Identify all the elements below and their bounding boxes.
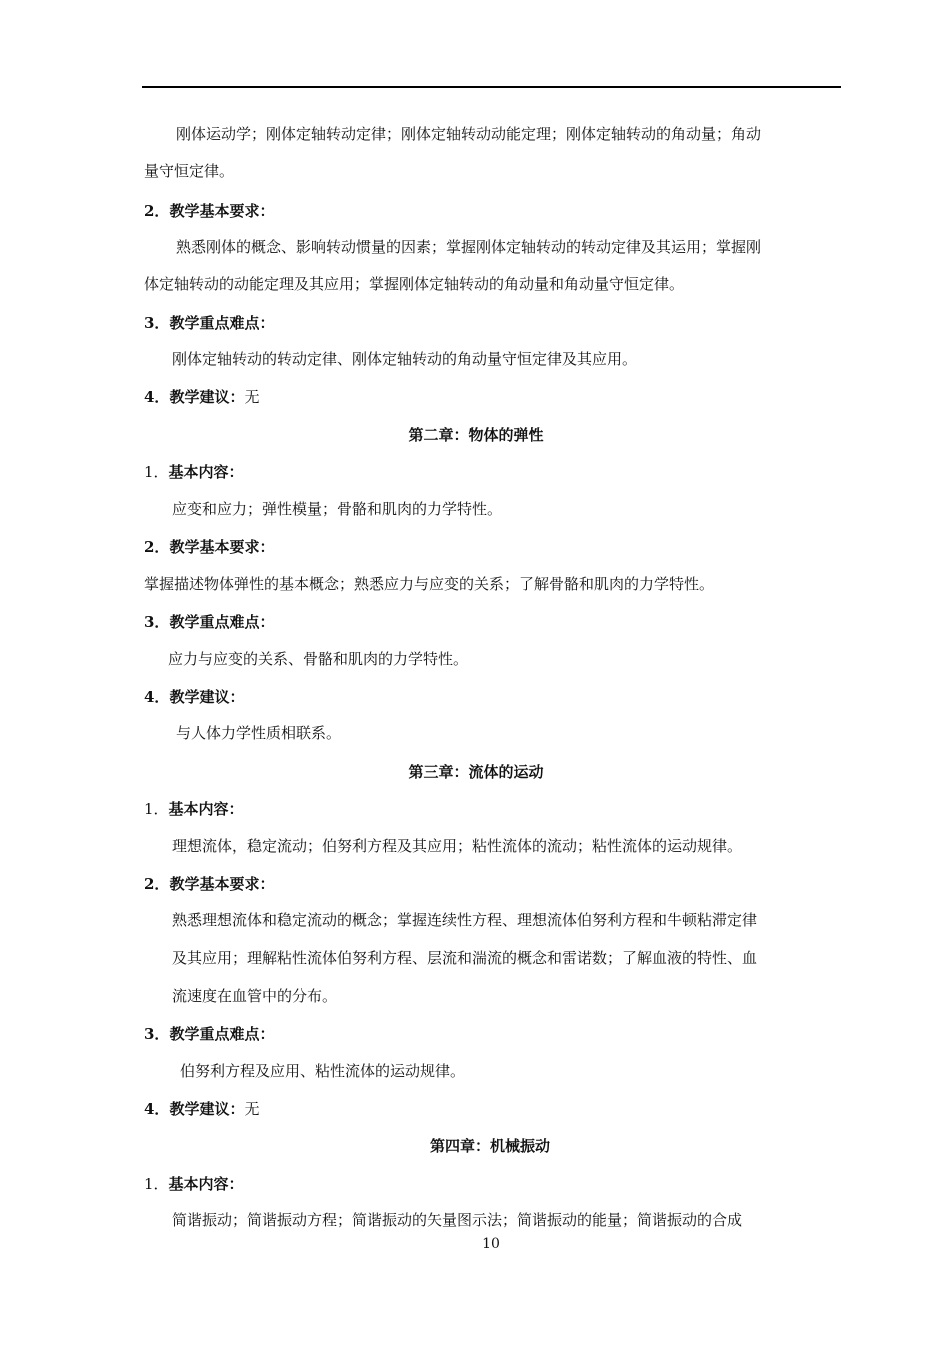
ch3-key-heading bbox=[144, 1024, 274, 1044]
section-label: 教学重点难点： bbox=[169, 613, 275, 631]
ch2-sug-heading bbox=[144, 687, 244, 707]
ch2-title: 第二章：物体的弹性 bbox=[408, 426, 544, 444]
page-number: 10 bbox=[482, 1236, 500, 1252]
ch3-sug-heading bbox=[144, 1099, 259, 1119]
ch1-key-heading bbox=[144, 313, 274, 333]
section-number: 3． bbox=[144, 613, 170, 631]
section-label: 基本内容： bbox=[168, 1175, 244, 1193]
ch3-key-line: 伯努利方程及应用、粘性流体的运动规律。 bbox=[180, 1062, 466, 1080]
ch1-content-line: 刚体运动学；刚体定轴转动定律；刚体定轴转动动能定理；刚体定轴转动的角动量；角动 bbox=[176, 125, 762, 143]
ch2-content-line: 应变和应力；弹性模量；骨骼和肌肉的力学特性。 bbox=[172, 500, 503, 518]
ch2-req-line: 掌握描述物体弹性的基本概念；熟悉应力与应变的关系；了解骨骼和肌肉的力学特性。 bbox=[144, 575, 715, 593]
section-number: 1． bbox=[144, 463, 169, 481]
section-number: 2． bbox=[144, 875, 170, 893]
section-number: 4． bbox=[144, 688, 170, 706]
ch4-content-line: 简谐振动；简谐振动方程；简谐振动的矢量图示法；简谐振动的能量；简谐振动的合成 bbox=[172, 1211, 743, 1229]
section-number: 4． bbox=[144, 1100, 170, 1118]
ch1-sug-heading bbox=[144, 387, 259, 407]
ch2-key-heading bbox=[144, 612, 274, 632]
ch2-content-heading bbox=[144, 462, 244, 482]
section-label: 教学重点难点： bbox=[169, 1025, 275, 1043]
section-label: 教学建议： bbox=[169, 388, 245, 406]
section-label: 基本内容： bbox=[168, 800, 244, 818]
header-rule bbox=[142, 86, 841, 88]
ch3-req-heading bbox=[144, 874, 274, 894]
ch1-key-line: 刚体定轴转动的转动定律、刚体定轴转动的角动量守恒定律及其应用。 bbox=[172, 350, 638, 368]
ch4-content-heading bbox=[144, 1174, 244, 1194]
section-label: 基本内容： bbox=[168, 463, 244, 481]
section-number: 4． bbox=[144, 388, 170, 406]
ch2-sug-line: 与人体力学性质相联系。 bbox=[176, 724, 342, 742]
ch2-key-line: 应力与应变的关系、骨骼和肌肉的力学特性。 bbox=[168, 650, 469, 668]
section-number: 3． bbox=[144, 1025, 170, 1043]
ch3-content-line: 理想流体，稳定流动；伯努利方程及其应用；粘性流体的流动；粘性流体的运动规律。 bbox=[172, 837, 743, 855]
section-label: 教学基本要求： bbox=[169, 202, 275, 220]
ch3-req-line: 及其应用；理解粘性流体伯努利方程、层流和湍流的概念和雷诺数；了解血液的特性、血 bbox=[172, 949, 758, 967]
section-number: 2． bbox=[144, 202, 170, 220]
section-value: 无 bbox=[244, 1100, 260, 1118]
ch3-req-line: 熟悉理想流体和稳定流动的概念；掌握连续性方程、理想流体伯努利方程和牛顿粘滞定律 bbox=[172, 911, 758, 929]
ch3-content-heading bbox=[144, 799, 244, 819]
section-value: 无 bbox=[244, 388, 260, 406]
ch4-title: 第四章：机械振动 bbox=[429, 1137, 550, 1155]
section-number: 3． bbox=[144, 314, 170, 332]
ch1-req-heading bbox=[144, 201, 274, 221]
section-label: 教学基本要求： bbox=[169, 875, 275, 893]
ch3-title: 第三章：流体的运动 bbox=[408, 763, 544, 781]
section-label: 教学重点难点： bbox=[169, 314, 275, 332]
section-label: 教学建议： bbox=[169, 688, 245, 706]
section-number: 1． bbox=[144, 800, 169, 818]
ch1-req-line: 熟悉刚体的概念、影响转动惯量的因素；掌握刚体定轴转动的转动定律及其运用；掌握刚 bbox=[176, 238, 762, 256]
ch3-req-line: 流速度在血管中的分布。 bbox=[172, 987, 338, 1005]
section-label: 教学基本要求： bbox=[169, 538, 275, 556]
ch1-req-line: 体定轴转动的动能定理及其应用；掌握刚体定轴转动的角动量和角动量守恒定律。 bbox=[144, 275, 685, 293]
ch2-req-heading bbox=[144, 537, 274, 557]
section-number: 2． bbox=[144, 538, 170, 556]
section-number: 1． bbox=[144, 1175, 169, 1193]
section-label: 教学建议： bbox=[169, 1100, 245, 1118]
ch1-content-line: 量守恒定律。 bbox=[144, 162, 235, 180]
